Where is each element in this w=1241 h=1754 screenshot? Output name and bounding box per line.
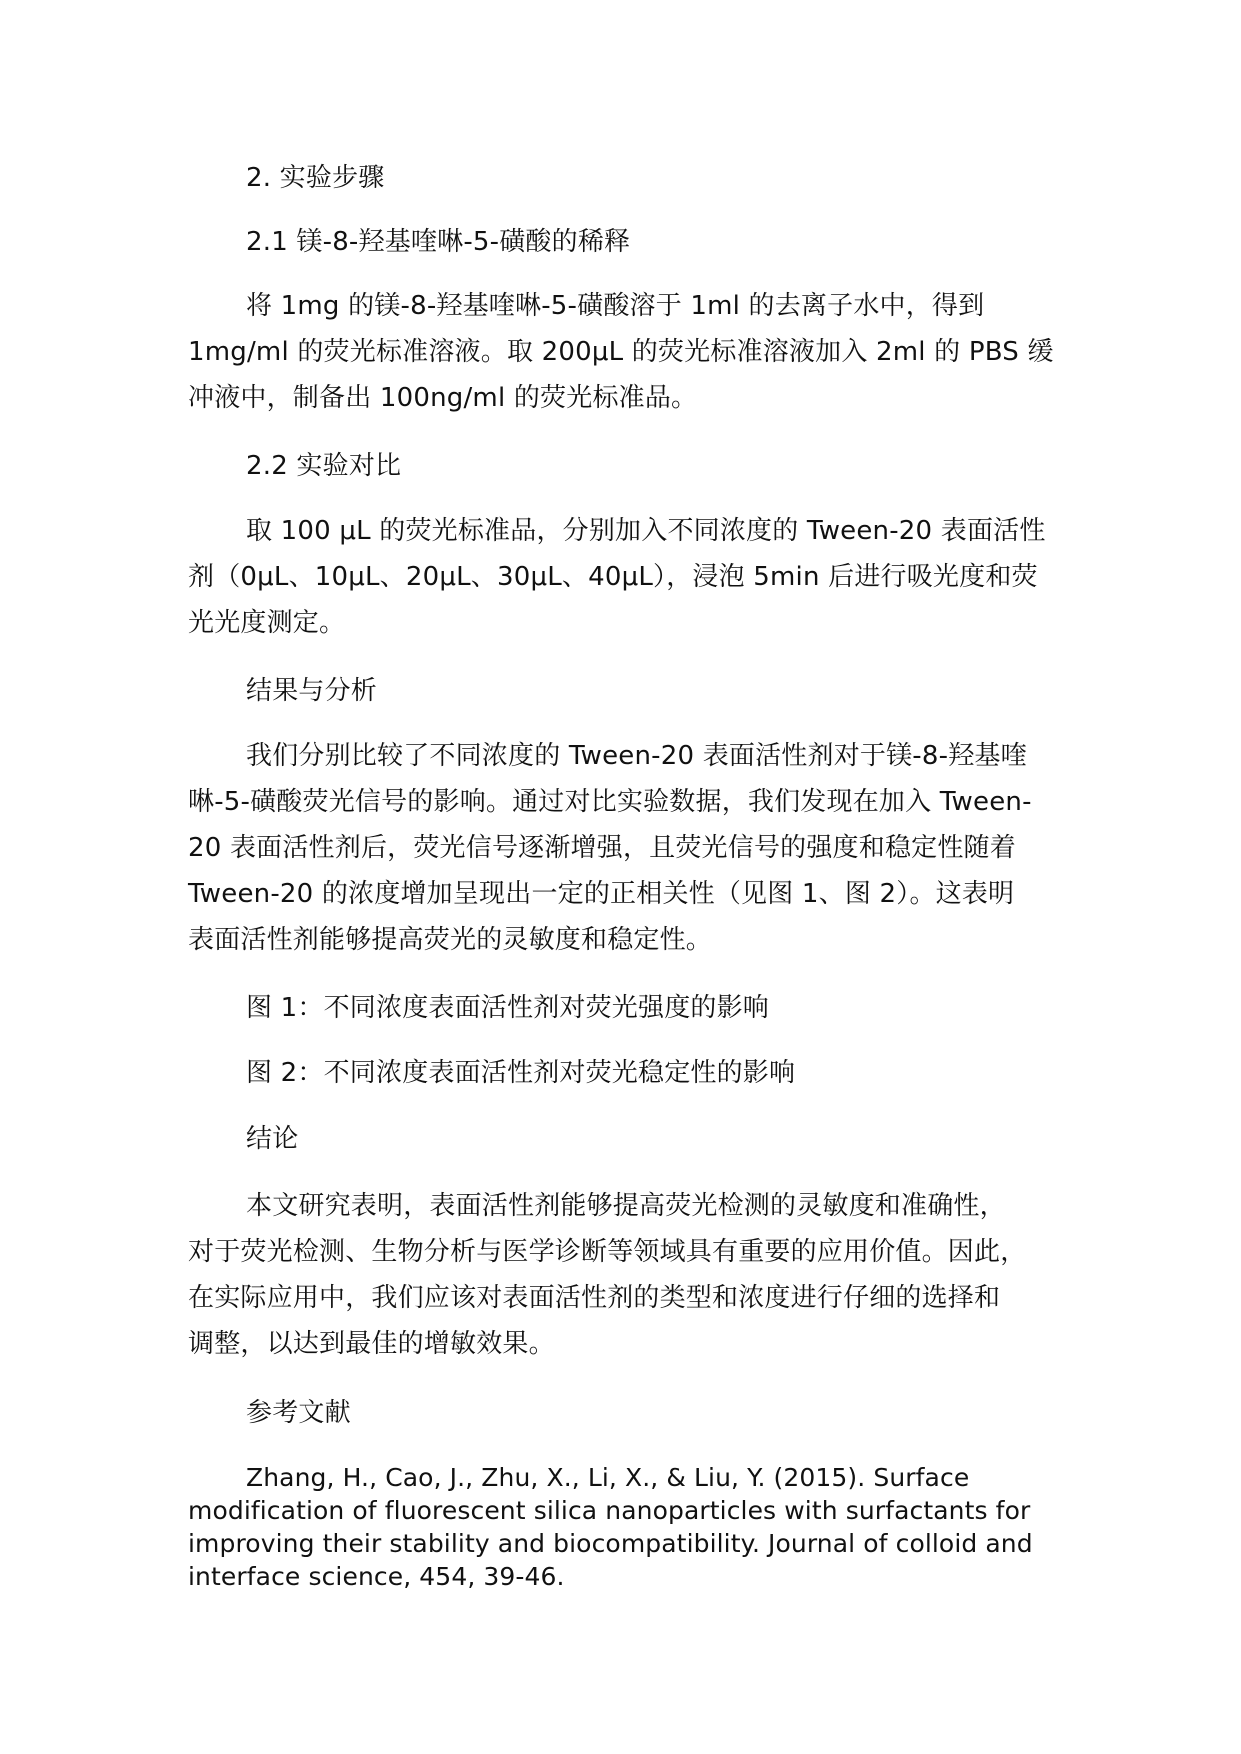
subsection-heading-2-1: 2.1 镁-8-羟基喹啉-5-磺酸的稀释 [246, 227, 631, 257]
figure-2-caption: 图 2：不同浓度表面活性剂对荧光稳定性的影响 [246, 1058, 796, 1088]
paragraph-line: 在实际应用中，我们应该对表面活性剂的类型和浓度进行仔细的选择和 [188, 1283, 1001, 1313]
paragraph-line: 本文研究表明，表面活性剂能够提高荧光检测的灵敏度和准确性， [246, 1191, 1006, 1221]
paragraph-line: 表面活性剂能够提高荧光的灵敏度和稳定性。 [188, 925, 713, 955]
subsection-heading-2-2: 2.2 实验对比 [246, 451, 402, 481]
paragraph-line: Tween-20 的浓度增加呈现出一定的正相关性（见图 1、图 2）。这表明 [188, 879, 1015, 909]
paragraph-line: 将 1mg 的镁-8-羟基喹啉-5-磺酸溶于 1ml 的去离子水中，得到 [246, 291, 985, 321]
reference-line: Zhang, H., Cao, J., Zhu, X., Li, X., & Liu, Y. (2015). Surface [246, 1463, 970, 1492]
section-heading-2: 2. 实验步骤 [246, 163, 385, 193]
section-heading-results: 结果与分析 [246, 676, 378, 706]
paragraph-line: 1mg/ml 的荧光标准溶液。取 200μL 的荧光标准溶液加入 2ml 的 PBS 缓 [188, 337, 1054, 367]
paragraph-line: 调整，以达到最佳的增敏效果。 [188, 1329, 555, 1359]
paragraph-line: 我们分别比较了不同浓度的 Tween-20 表面活性剂对于镁-8-羟基喹 [246, 741, 1027, 771]
paragraph-line: 啉-5-磺酸荧光信号的影响。通过对比实验数据，我们发现在加入 Tween- [188, 787, 1032, 817]
section-heading-references: 参考文献 [246, 1398, 351, 1428]
paragraph-line: 对于荧光检测、生物分析与医学诊断等领域具有重要的应用价值。因此， [188, 1237, 1027, 1267]
reference-line: modification of fluorescent silica nanoparticles with surfactants for [188, 1496, 1031, 1525]
paragraph-line: 剂（0μL、10μL、20μL、30μL、40μL），浸泡 5min 后进行吸光度和荧 [188, 562, 1038, 592]
paragraph-line: 取 100 μL 的荧光标准品，分别加入不同浓度的 Tween-20 表面活性 [246, 516, 1046, 546]
section-heading-conclusion: 结论 [246, 1124, 299, 1154]
reference-line: improving their stability and biocompatibility. Journal of colloid and [188, 1529, 1033, 1558]
paragraph-line: 冲液中，制备出 100ng/ml 的荧光标准品。 [188, 383, 698, 413]
figure-1-caption: 图 1：不同浓度表面活性剂对荧光强度的影响 [246, 993, 770, 1023]
reference-line: interface science, 454, 39-46. [188, 1562, 565, 1591]
paragraph-line: 20 表面活性剂后，荧光信号逐渐增强，且荧光信号的强度和稳定性随着 [188, 833, 1016, 863]
paragraph-line: 光光度测定。 [188, 608, 346, 638]
